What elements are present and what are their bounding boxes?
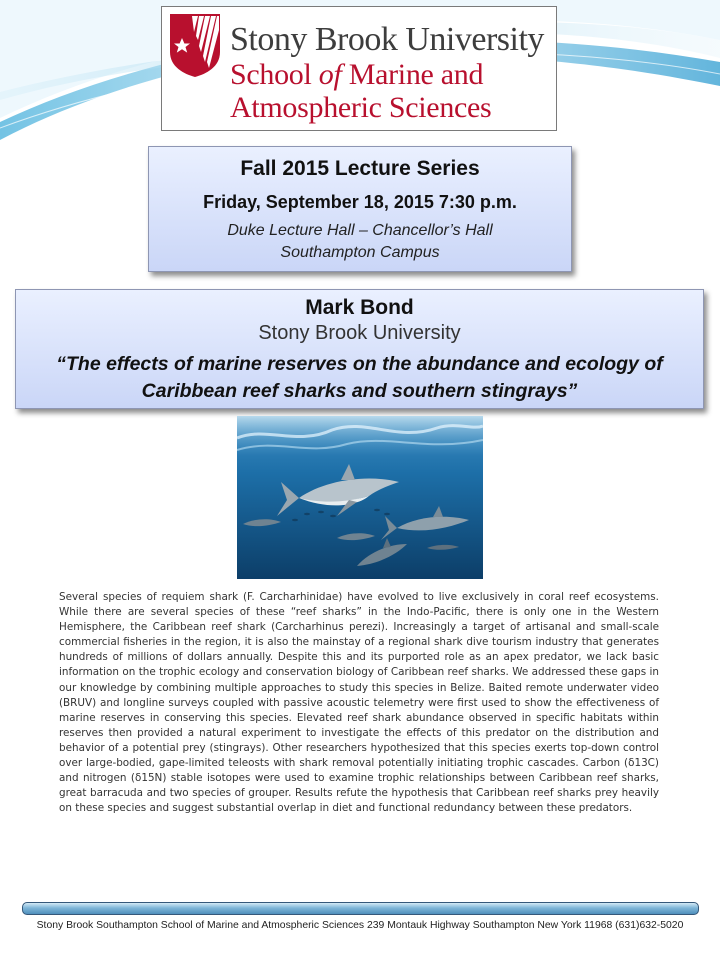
- speaker-name: Mark Bond: [305, 296, 414, 319]
- venue-campus: Southampton Campus: [280, 244, 440, 261]
- school-name-line2: Atmospheric Sciences: [230, 91, 492, 124]
- event-venue: [149, 220, 571, 264]
- shield-logo-icon: [168, 12, 222, 78]
- lecture-series-title: Fall 2015 Lecture Series: [240, 157, 480, 180]
- footer-bar: [22, 902, 699, 915]
- shark-photo: [237, 416, 483, 579]
- university-name: Stony Brook University: [230, 21, 544, 58]
- event-date-time: Friday, September 18, 2015 7:30 p.m.: [203, 192, 517, 212]
- school-name-line1: School of Marine and: [230, 58, 484, 91]
- abstract-text: Several species of requiem shark (F. Carcharhinidae) have evolved to live exclusively in coral reef ecosystems. While there are several species of these “reef sharks” in the Indo-Pacific, there is only one in the Western Hemisphere, the Caribbean reef shark (Carcharhinus perezi). Increasingly a target of artisanal and small-scale commercial fisheries in the region, it is also the mainstay of a regional shark dive tourism industry that generates hundreds of millions of dollars annually. Despite this and its purported role as an apex predator, we lack basic information on the trophic ecology and conservation biology of Caribbean reef sharks. We addressed these gaps in our knowledge by combining multiple approaches to study this species in Belize. Baited remote underwater video (BRUV) and longline surveys coupled with passive acoustic telemetry were first used to show the effectiveness of marine reserves in conserving this species. Elevated reef shark abundance observed in specific habitats within reserves then provided a natural experiment to investigate the effects of this predator on the distribution and behavior of a potential prey (stingrays). Other researchers hypothesized that this species exerts top-down control over large-bodied, gape-limited teleosts with shark removal potentially initiating trophic cascades. Carbon (δ13C) and nitrogen (δ15N) stable isotopes were used to examine trophic relationships between Caribbean reef sharks, great barracuda and two species of grouper. Results refute the hypothesis that Caribbean reef sharks prey heavily on these species and suggest substantial overlap in diet and functional redundancy between these predators.: [59, 591, 659, 815]
- speaker-affiliation: Stony Brook University: [258, 322, 461, 344]
- venue-hall: Duke Lecture Hall – Chancellor’s Hall: [227, 222, 493, 239]
- speaker-card: [15, 289, 704, 409]
- footer-address: Stony Brook Southampton School of Marine and Atmospheric Sciences 239 Montauk Highway Southampton New York 11968 (631)632-5020: [36, 920, 684, 931]
- event-info-card: [148, 146, 572, 272]
- talk-title: “The effects of marine reserves on the abundance and ecology of Caribbean reef sharks and southern stingrays”: [56, 353, 663, 402]
- university-logo: [161, 6, 557, 131]
